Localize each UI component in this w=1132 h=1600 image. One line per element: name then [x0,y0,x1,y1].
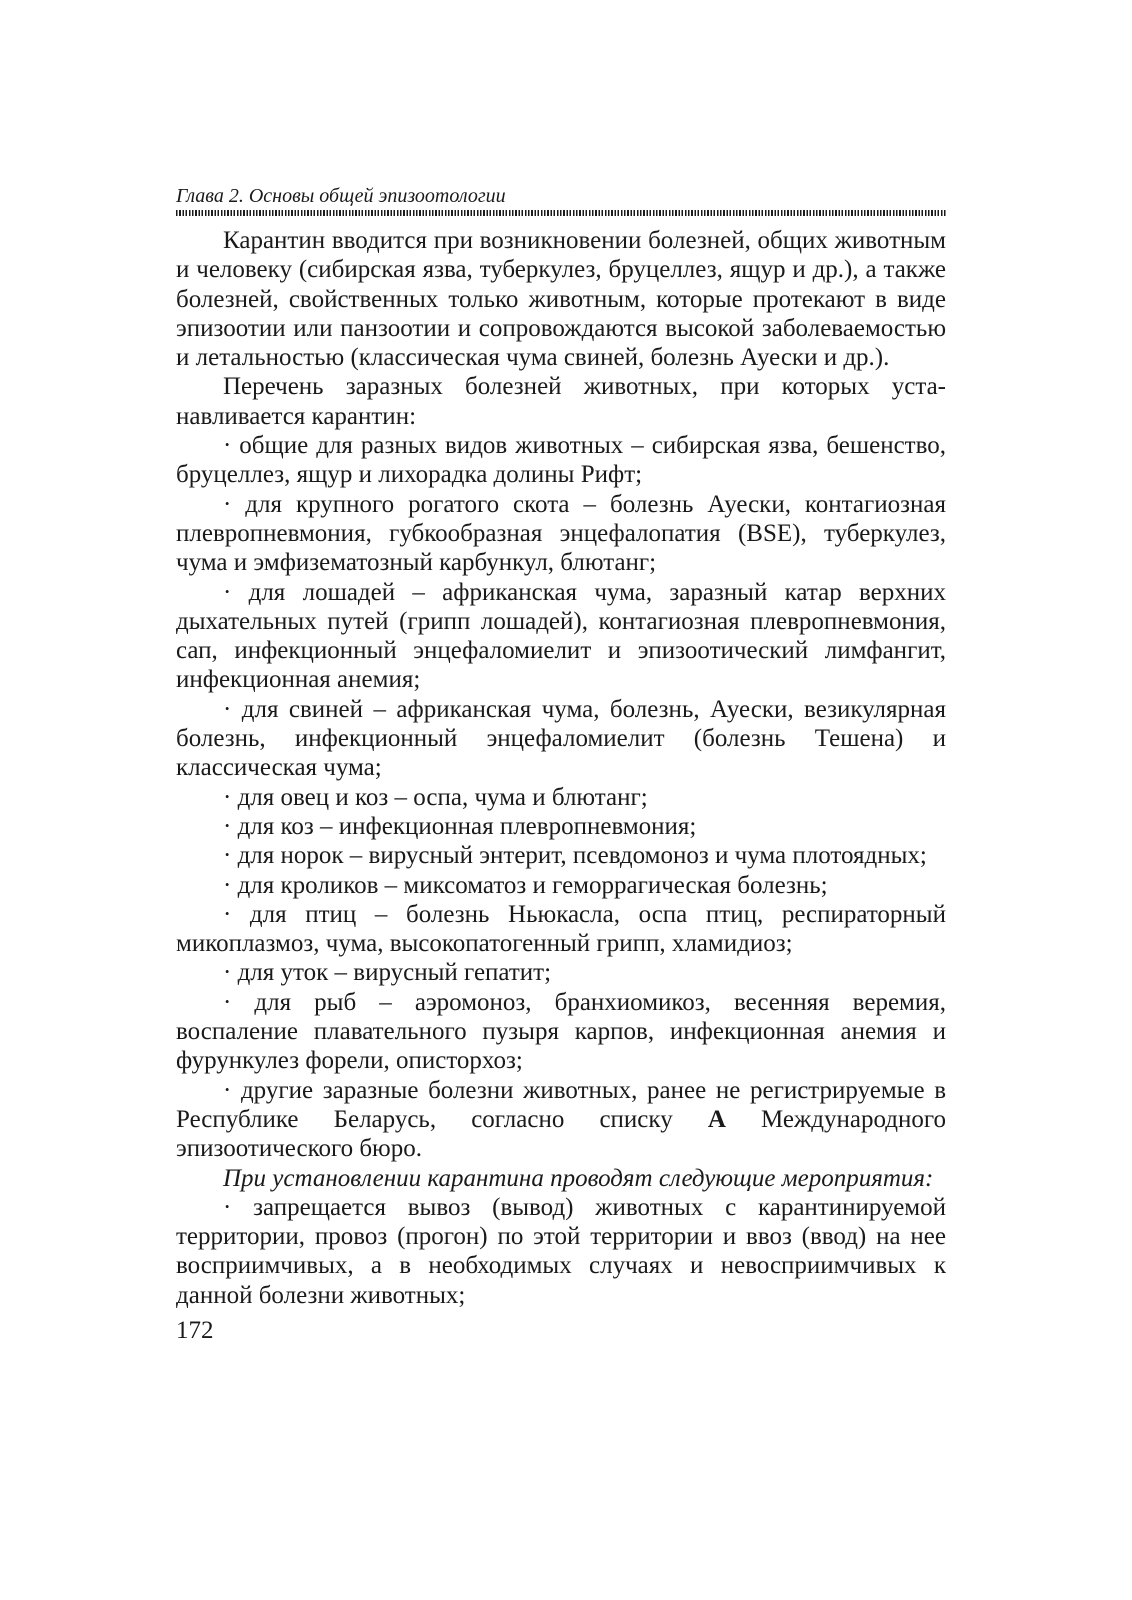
list-item-fish: · для рыб – аэромоноз, бранхиомикоз, весенняя веремия, воспаление плавательного пузыря карпов, инфекционная анемия и фурункулез форели, описторхоз; [176,988,946,1075]
list-item-horses: · для лошадей – африканская чума, заразный катар верхних дыхательных путей (грипп лошадей), контагиозная плевропневмония, сап, инфекционный энцефаломиелит и эпизоотический лимфангит, инфекционная анемия; [176,578,946,694]
list-item-sheep-goats: · для овец и коз – оспа, чума и блютанг; [223,783,648,811]
list-item-rabbits: · для кроликов – миксоматоз и геморрагическая болезнь; [223,871,828,899]
page-number: 172 [176,1316,214,1344]
other-diseases-text-start: · другие заразные болезни животных, ранее не регистрируемые в Республике Беларусь, согласно списку [176,1076,946,1133]
list-item-goats: · для коз – инфекционная плевропневмония; [223,812,697,840]
measures-intro: При установлении карантина проводят следующие мероприятия: [223,1164,934,1192]
body-text [176,226,946,1310]
list-a-label: А [707,1105,726,1133]
list-item-other-diseases [176,1076,946,1164]
other-diseases-text-end: Международного эпизоотического бюро. [176,1105,946,1163]
list-item-birds: · для птиц – болезнь Ньюкасла, оспа птиц, респираторный микоплазмоз, чума, высокопатогенный грипп, хламидиоз; [176,900,946,958]
list-item-ducks: · для уток – вирусный гепатит; [223,959,552,987]
running-header: Глава 2. Основы общей эпизоотологии [176,185,506,207]
measure-item: · запрещается вывоз (вывод) животных с карантинируемой территории, провоз (прогон) по этой территории и ввоз (ввод) на нее восприимчивых, а в необходимых случаях и невосприимчивых к данной болезни животных; [176,1193,946,1309]
paragraph-quarantine-intro: Карантин вводится при возникновении болезней, общих животным и человеку (сибирская язва, туберкулез, бруцеллез, ящур и др.), а также болезней, свойственных только животным, которые протекают в виде эпизоотии или панзоотии и сопровождаются высокой заболеваемостью и летальностью (классическая чума свиней, болезнь Ауески и др.). [176,227,946,372]
paragraph-disease-list-intro: Перечень заразных болезней животных, при которых устанавливается карантин: [176,373,946,430]
list-item-cattle: · для крупного рогатого скота – болезнь Ауески, контагиозная плевропневмония, губкообразная энцефалопатия (BSE), туберкулез, чума и эмфизематозный карбункул, блютанг; [176,490,946,577]
list-item-pigs: · для свиней – африканская чума, болезнь, Ауески, везикулярная болезнь, инфекционный энцефаломиелит (болезнь Тешена) и классическая чума; [176,695,946,782]
list-item-minks: · для норок – вирусный энтерит, псевдомоноз и чума плотоядных; [223,842,927,870]
header-rule [176,210,946,216]
list-item-all-species: · общие для разных видов животных – сибирская язва, бешенство, бруцеллез, ящур и лихорадка долины Рифт; [176,432,946,489]
book-page [176,183,946,1346]
